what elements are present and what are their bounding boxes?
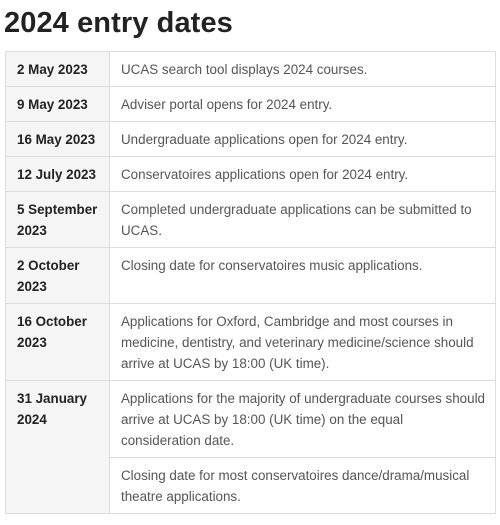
table-row: [6, 87, 496, 122]
table-row: [6, 192, 496, 248]
date-cell: 31 January 2024: [6, 381, 110, 514]
event-cell: Completed undergraduate applications can be submitted to UCAS.: [110, 192, 496, 248]
page-title: 2024 entry dates: [4, 7, 233, 39]
entry-dates-table: [5, 51, 496, 514]
table-row: [6, 381, 496, 458]
date-cell: 12 July 2023: [6, 157, 110, 192]
date-cell: 2 May 2023: [6, 52, 110, 87]
event-cell: Applications for the majority of undergraduate courses should arrive at UCAS by 18:00 (UK time) on the equal consideration date.: [110, 381, 496, 458]
event-cell: Undergraduate applications open for 2024 entry.: [110, 122, 496, 157]
event-cell: Closing date for most conservatoires dance/drama/musical theatre applications.: [110, 458, 496, 514]
table-row: [6, 122, 496, 157]
table-row: [6, 248, 496, 304]
event-cell: Conservatoires applications open for 2024 entry.: [110, 157, 496, 192]
table-row: [6, 157, 496, 192]
table-row: [6, 52, 496, 87]
date-cell: 2 October 2023: [6, 248, 110, 304]
event-cell: UCAS search tool displays 2024 courses.: [110, 52, 496, 87]
event-cell: Closing date for conservatoires music applications.: [110, 248, 496, 304]
table-row: [6, 304, 496, 381]
date-cell: 9 May 2023: [6, 87, 110, 122]
date-cell: 16 May 2023: [6, 122, 110, 157]
date-cell: 16 October 2023: [6, 304, 110, 381]
event-cell: Applications for Oxford, Cambridge and most courses in medicine, dentistry, and veterinary medicine/science should arrive at UCAS by 18:00 (UK time).: [110, 304, 496, 381]
event-cell: Adviser portal opens for 2024 entry.: [110, 87, 496, 122]
date-cell: 5 September 2023: [6, 192, 110, 248]
